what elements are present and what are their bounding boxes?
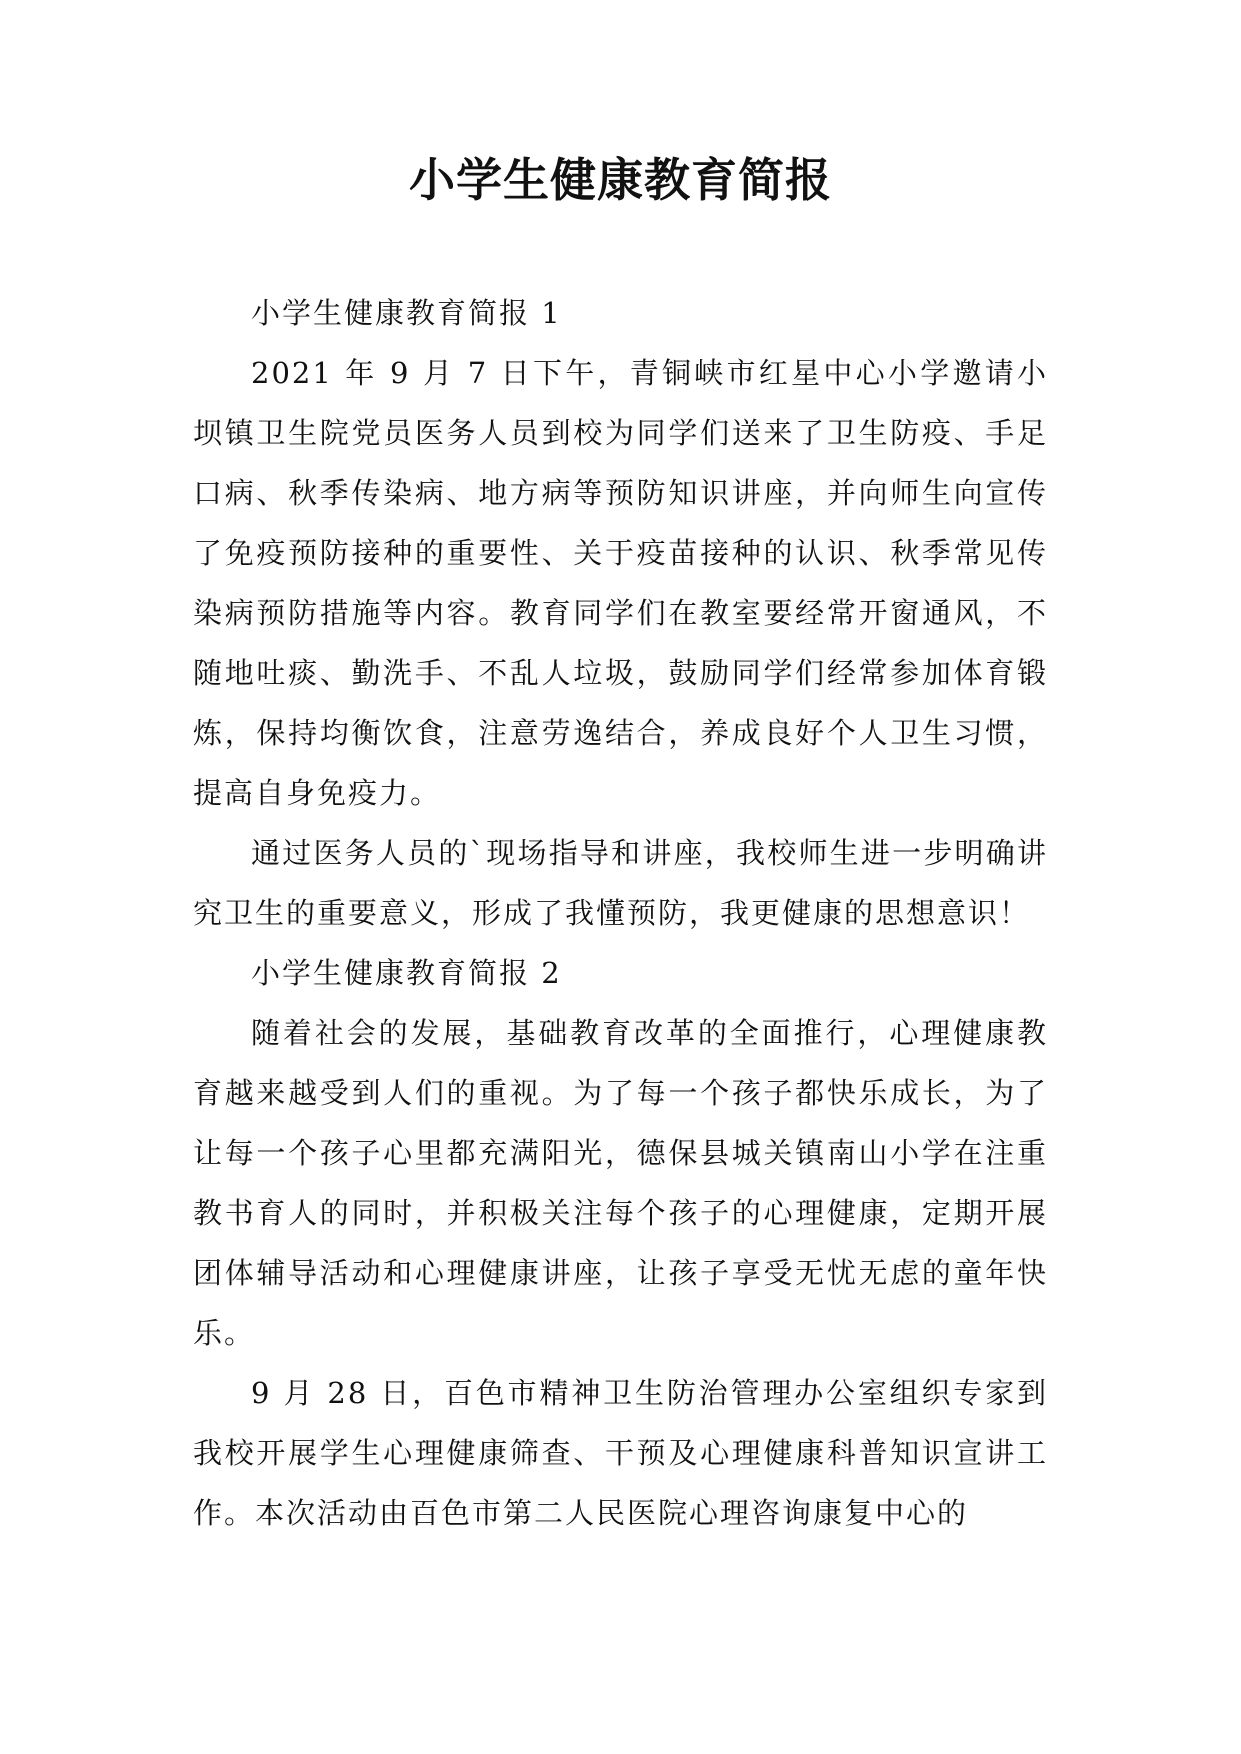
paragraph: 随着社会的发展，基础教育改革的全面推行，心理健康教育越来越受到人们的重视。为了每一个孩子都快乐成长，为了让每一个孩子心里都充满阳光，德保县城关镇南山小学在注重教书育人的同时，并积极关注每个孩子的心理健康，定期开展团体辅导活动和心理健康讲座，让孩子享受无忧无虑的童年快乐。: [193, 1016, 1048, 1350]
paragraph: 2021 年 9 月 7 日下午，青铜峡市红星中心小学邀请小坝镇卫生院党员医务人员到校为同学们送来了卫生防疫、手足口病、秋季传染病、地方病等预防知识讲座，并向师生向宣传了免疫预防接种的重要性、关于疫苗接种的认识、秋季常见传染病预防措施等内容。教育同学们在教室要经常开窗通风，不随地吐痰、勤洗手、不乱人垃圾，鼓励同学们经常参加体育锻炼，保持均衡饮食，注意劳逸结合，养成良好个人卫生习惯，提高自身免疫力。: [193, 356, 1048, 810]
paragraph: 通过医务人员的`现场指导和讲座，我校师生进一步明确讲究卫生的重要意义，形成了我懂预防，我更健康的思想意识！: [193, 836, 1048, 930]
section-heading-1: 小学生健康教育简报 1: [251, 296, 562, 330]
document-body: [193, 283, 1048, 1543]
section-heading-2: 小学生健康教育简报 2: [251, 956, 562, 990]
paragraph: 9 月 28 日，百色市精神卫生防治管理办公室组织专家到我校开展学生心理健康筛查、干预及心理健康科普知识宣讲工作。本次活动由百色市第二人民医院心理咨询康复中心的: [193, 1376, 1048, 1530]
document-title: 小学生健康教育简报: [409, 153, 832, 207]
